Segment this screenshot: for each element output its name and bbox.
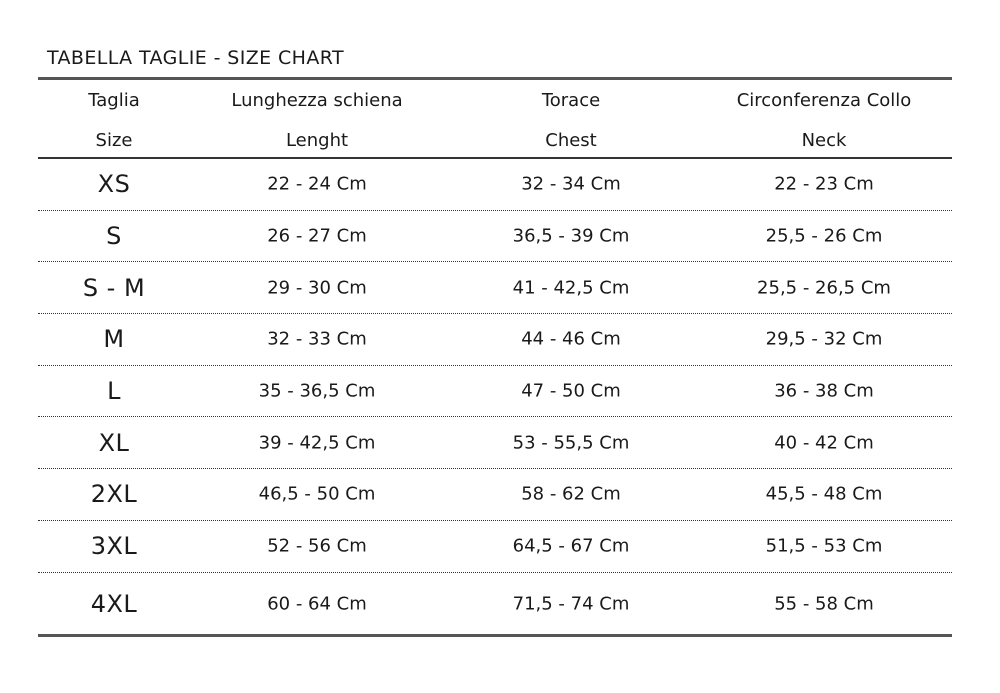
table-row (38, 417, 952, 469)
table-row (38, 521, 952, 573)
column-header-size-it: Taglia (88, 89, 140, 111)
length-cell: 39 - 42,5 Cm (258, 432, 376, 454)
chest-cell: 71,5 - 74 Cm (512, 593, 630, 614)
column-header-size-en: Size (95, 129, 133, 151)
column-header-length-en: Lenght (285, 129, 349, 151)
neck-cell: 22 - 23 Cm (774, 173, 874, 195)
table-row (38, 211, 952, 263)
table-row (38, 573, 952, 635)
size-cell: L (107, 377, 121, 406)
table-header-row-english (38, 125, 952, 155)
chest-cell: 32 - 34 Cm (521, 173, 621, 195)
page-title: TABELLA TAGLIE - SIZE CHART (47, 47, 344, 69)
size-cell: 3XL (90, 532, 138, 561)
neck-cell: 25,5 - 26 Cm (765, 225, 883, 247)
length-cell: 29 - 30 Cm (267, 277, 367, 299)
size-table-body (38, 159, 952, 635)
chest-cell: 44 - 46 Cm (521, 328, 621, 350)
size-cell: XS (97, 170, 131, 199)
neck-cell: 29,5 - 32 Cm (765, 328, 883, 350)
chest-cell: 41 - 42,5 Cm (512, 277, 630, 299)
length-cell: 35 - 36,5 Cm (258, 380, 376, 402)
neck-cell: 25,5 - 26,5 Cm (757, 277, 891, 299)
column-header-chest-en: Chest (545, 129, 597, 151)
length-cell: 60 - 64 Cm (267, 593, 367, 614)
table-row (38, 159, 952, 211)
table-row (38, 469, 952, 521)
chest-cell: 47 - 50 Cm (521, 380, 621, 402)
table-top-rule (38, 77, 952, 80)
column-header-neck-en: Neck (801, 129, 847, 151)
chest-cell: 53 - 55,5 Cm (512, 432, 630, 454)
size-cell: XL (98, 428, 130, 457)
table-header-row-italian (38, 85, 952, 115)
neck-cell: 45,5 - 48 Cm (765, 483, 883, 505)
size-cell: M (103, 325, 125, 354)
column-header-chest-it: Torace (541, 89, 601, 111)
length-cell: 46,5 - 50 Cm (258, 483, 376, 505)
column-header-length-it: Lunghezza schiena (231, 89, 403, 111)
size-cell: 4XL (90, 589, 138, 618)
chest-cell: 36,5 - 39 Cm (512, 225, 630, 247)
size-cell: S (106, 222, 122, 251)
size-cell: 2XL (90, 480, 138, 509)
neck-cell: 40 - 42 Cm (774, 432, 874, 454)
length-cell: 52 - 56 Cm (267, 535, 367, 557)
table-row (38, 314, 952, 366)
neck-cell: 51,5 - 53 Cm (765, 535, 883, 557)
table-row (38, 262, 952, 314)
table-bottom-rule (38, 634, 952, 637)
length-cell: 26 - 27 Cm (267, 225, 367, 247)
column-header-neck-it: Circonferenza Collo (736, 89, 912, 111)
size-cell: S - M (82, 273, 146, 302)
chest-cell: 64,5 - 67 Cm (512, 535, 630, 557)
length-cell: 22 - 24 Cm (267, 173, 367, 195)
table-row (38, 366, 952, 418)
neck-cell: 55 - 58 Cm (774, 593, 874, 614)
length-cell: 32 - 33 Cm (267, 328, 367, 350)
chest-cell: 58 - 62 Cm (521, 483, 621, 505)
neck-cell: 36 - 38 Cm (774, 380, 874, 402)
